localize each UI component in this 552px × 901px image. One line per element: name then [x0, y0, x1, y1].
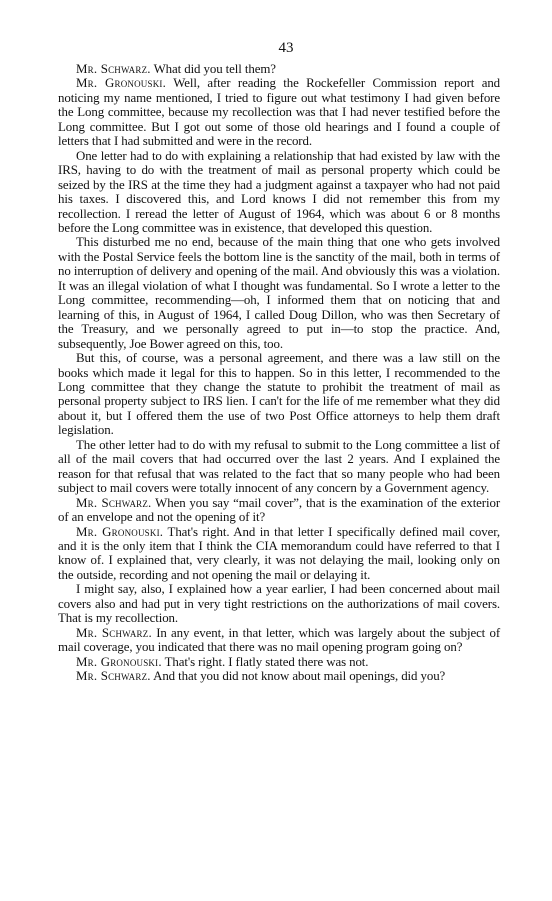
speaker-label: Mr. Schwarz.: [76, 669, 151, 684]
paragraph: [58, 149, 500, 236]
paragraph: [58, 235, 500, 351]
speaker-label: Mr. Schwarz.: [76, 62, 151, 76]
paragraph: [58, 62, 500, 76]
paragraph-text: When you say “mail cover”, that is the examination of the exterior of an envelope and not the opening of it?: [58, 495, 501, 525]
document-page: [58, 38, 500, 683]
paragraph: [58, 582, 500, 625]
speaker-label: Mr. Gronouski.: [76, 76, 167, 91]
paragraph-text: The other letter had to do with my refusal to submit to the Long committee a list of all of the mail covers that had occurred over the last 2 years. And I explained the reason for that refusal that was related to the fact that so many people who had been subject to mail covers were totally innocent of any concern by a Government agency.: [58, 437, 500, 496]
paragraph-text: This disturbed me no end, because of the main thing that one who gets involved with the Postal Service feels the bottom line is the sanctity of the mail, both in terms of no interruption of delivery and opening of the mail. And obviously this was a violation. It was an illegal violation of what I thought was fundamental. So I wrote a letter to the Long committee, recommending—oh, I informed them that on noticing that and learning of this, in August of 1964, I called Doug Dillon, who was then Secretary of the Treasury, and we personally agreed to put in—to stop the practice. And, subsequently, Joe Bower agreed on this, too.: [58, 235, 500, 351]
paragraph-text: But this, of course, was a personal agreement, and there was a law still on the books which made it legal for this to happen. So in this letter, I recommended to the Long committee that they change the statute to prohibit the treatment of mail as personal property subject to IRS lien. I can't for the life of me remember what they did about it, but I offered them the use of two Post Office attorneys to help them draft legislation.: [58, 351, 500, 438]
paragraph-text: What did you tell them?: [153, 62, 276, 76]
paragraph-text: In any event, in that letter, which was largely about the subject of mail coverage, you indicated that there was no mail opening program going on?: [58, 625, 501, 655]
paragraph-text: I might say, also, I explained how a year earlier, I had been concerned about mail covers also and had put in very tight restrictions on the authorizations of mail covers. That is my recollection.: [58, 582, 500, 626]
paragraph-text: That's right. And in that letter I specifically defined mail cover, and it is the only item that I think the CIA memorandum could have referred to that I know of. I explained that, very clearly, it was not delaying the mail, looking only on the outside, recording and not opening the mail or delaying it.: [58, 524, 501, 582]
paragraph: [58, 351, 500, 438]
speaker-label: Mr. Gronouski.: [76, 524, 164, 539]
paragraph: [58, 626, 500, 655]
paragraph: [58, 655, 500, 669]
paragraph: [58, 496, 500, 525]
paragraph: [58, 438, 500, 496]
paragraph: [58, 669, 500, 683]
paragraph: [58, 525, 500, 583]
paragraph: [58, 76, 500, 148]
paragraph-text: And that you did not know about mail openings, did you?: [153, 669, 446, 684]
speaker-label: Mr. Schwarz.: [76, 625, 152, 640]
speaker-label: Mr. Gronouski.: [76, 654, 162, 669]
paragraph-text: That's right. I flatly stated there was not.: [164, 654, 369, 669]
paragraph-text: One letter had to do with explaining a relationship that had existed by law with the IRS, having to do with the treatment of mail as personal property which could be seized by the IRS at the time they had a judgment against a taxpayer who had not paid his taxes. I discovered this, and Lord knows I did not remember this from my recollection. I reread the letter of August of 1964, which was about 6 or 8 months before the Long committee was in existence, that developed this question.: [58, 148, 500, 235]
page-number: 43: [278, 40, 294, 56]
speaker-label: Mr. Schwarz.: [76, 495, 152, 510]
paragraph-text: Well, after reading the Rockefeller Commission report and noticing my name mentioned, I tried to figure out what testimony I had given before the Long committee, because my recollection was that I had never testified before the Long committee. But I got out some of those old hearings and I found a couple of letters that I had submitted and were in the record.: [58, 76, 501, 149]
